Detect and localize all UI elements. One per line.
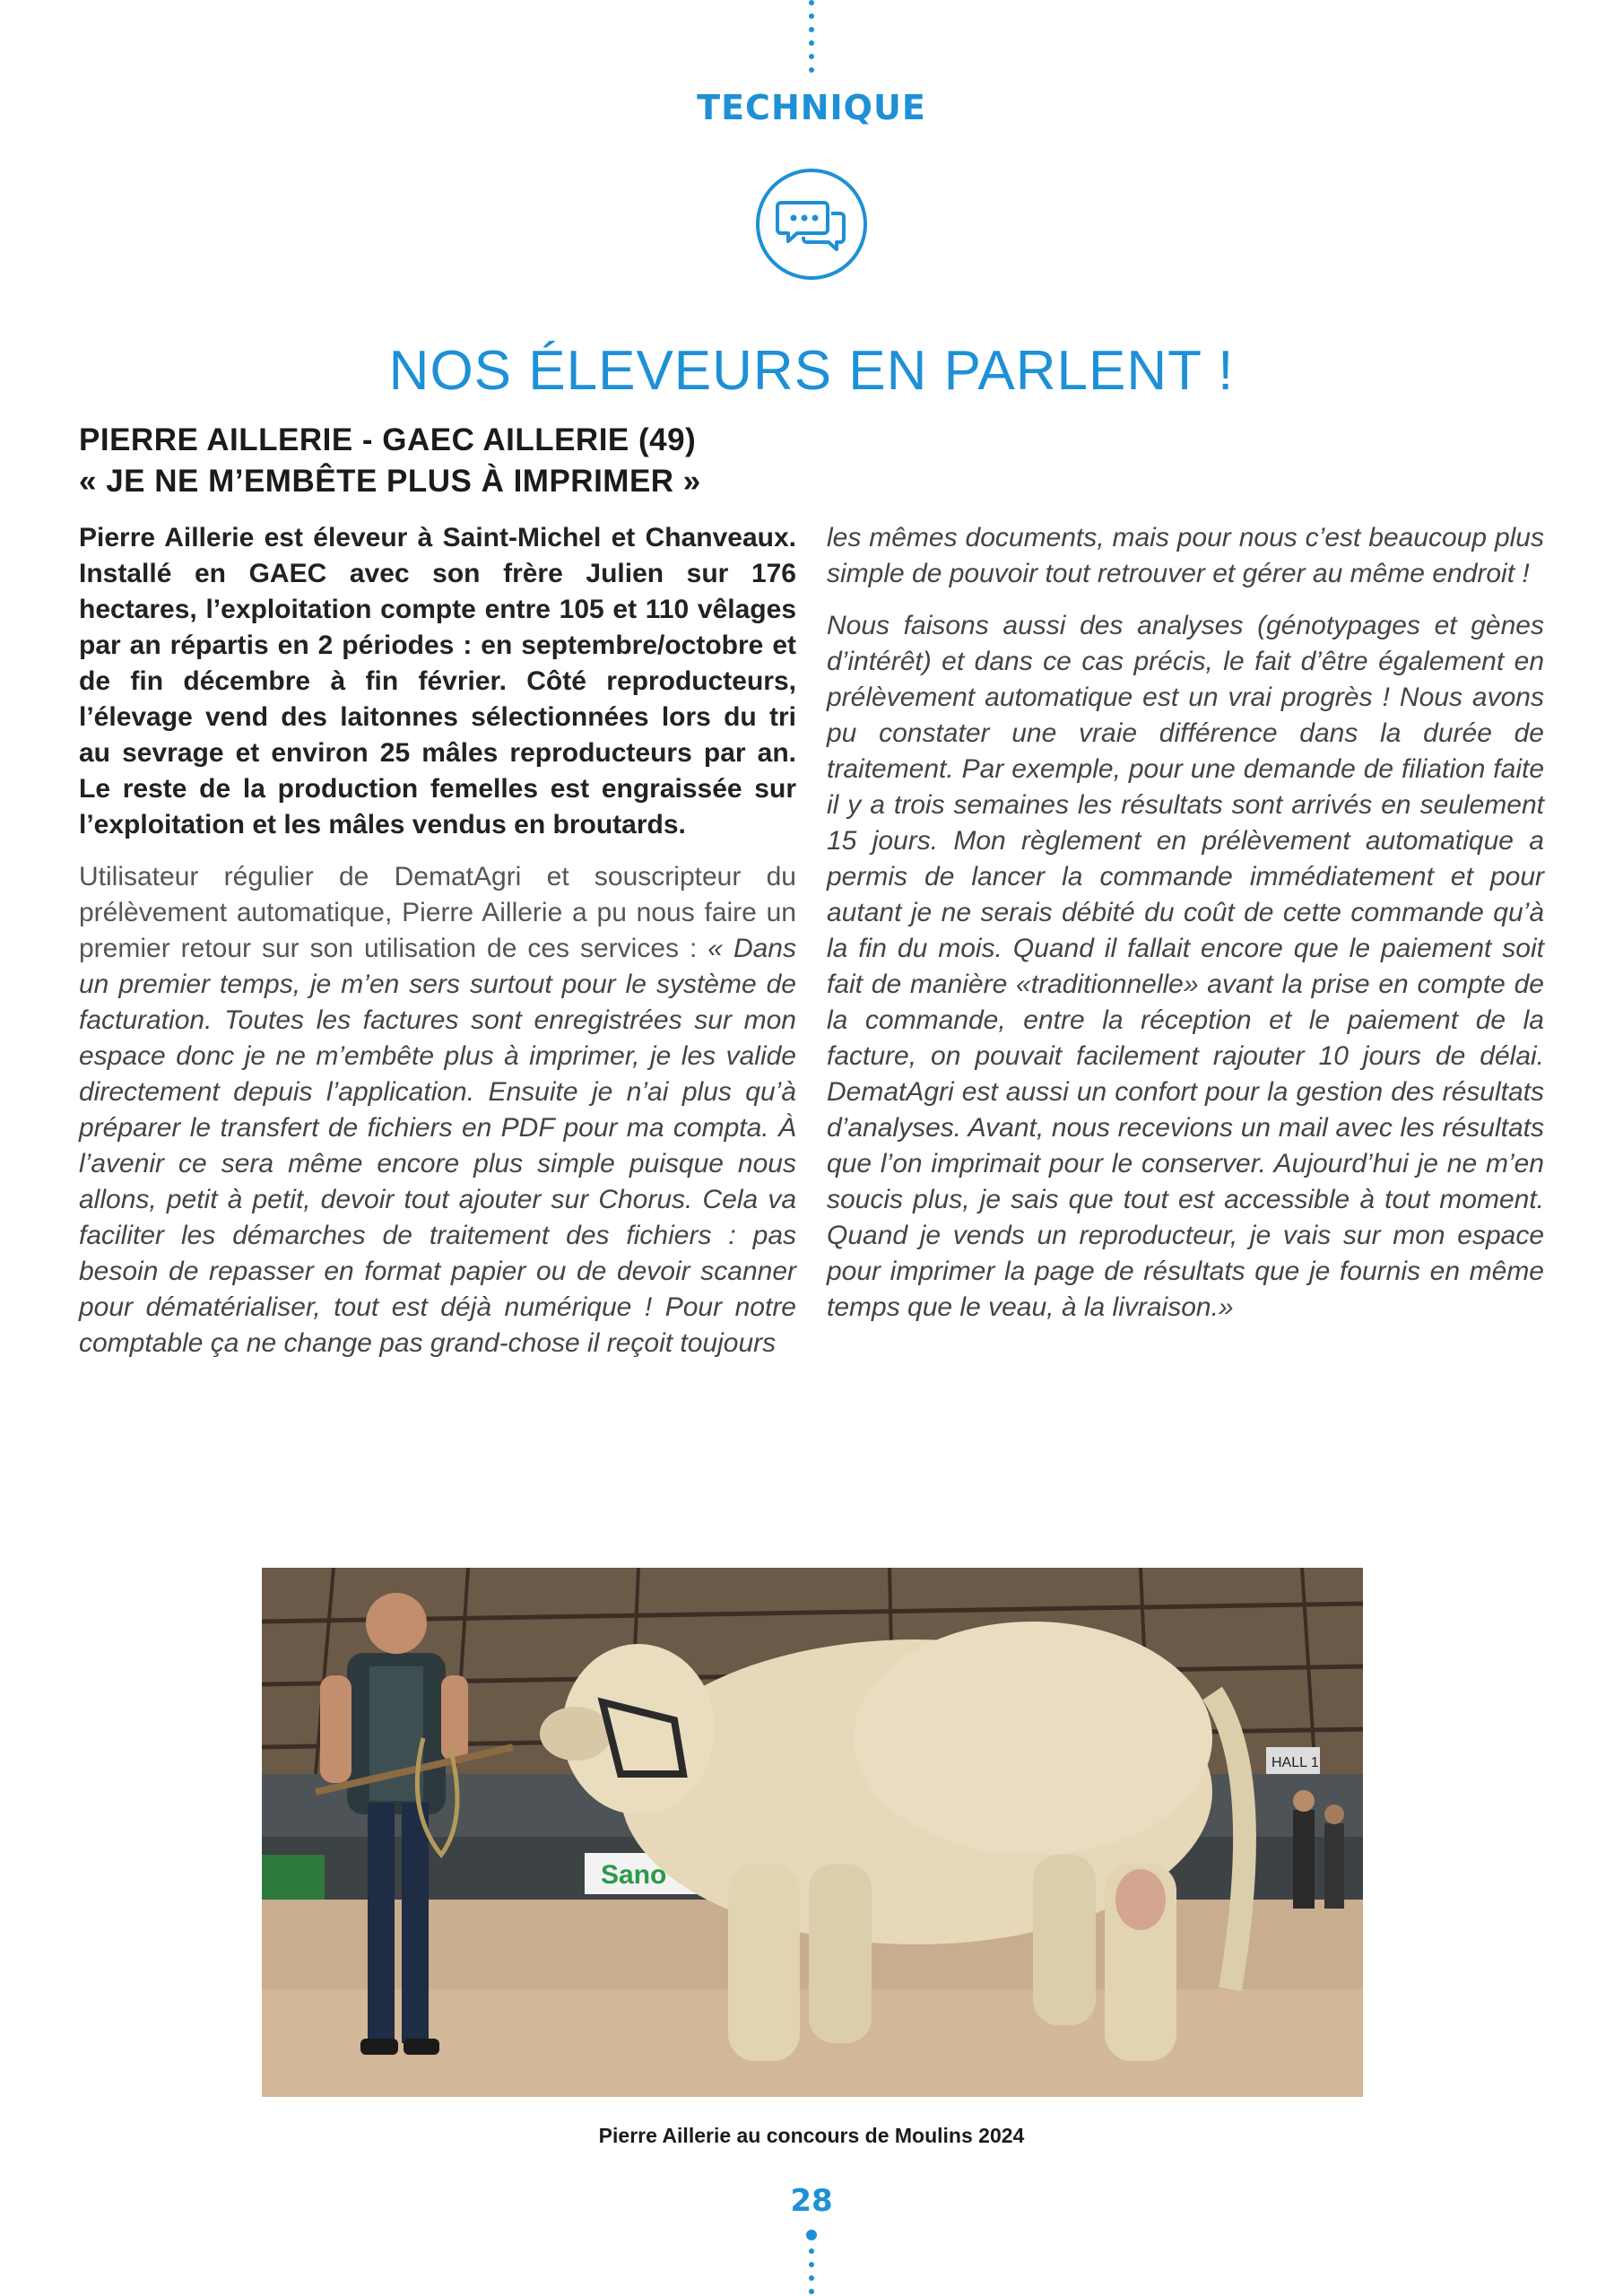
right-column (827, 520, 1544, 1342)
intro-paragraph: Pierre Aillerie est éleveur à Saint-Michel et Chanveaux. Installé en GAEC avec son frère Julien sur 176 hectares, l’exploitation compte entre 105 et 110 vêlages par an répartis en 2 périodes : en septembre/octobre et de fin décembre à fin février. Côté reproducteurs, l’élevage vend des laitonnes sélectionnées lors du tri au sevrage et environ 25 mâles reproducteurs par an. Le reste de la production femelles est engraissée sur l’exploitation et les mâles vendus en broutards. (79, 523, 796, 839)
quote-paragraph-2: Nous faisons aussi des analyses (génotypages et gènes d’intérêt) et dans ce cas précis, le fait d’être également en prélèvement automatique est un vrai progrès ! Nous avons pu constater une vraie différence dans la durée de traitement. Par exemple, pour une demande de filiation faite il y a trois semaines les résultats sont arrivés en seulement 15 jours. Mon règlement en prélèvement automatique a permis de lancer la commande immédiatement et pour autant je ne serais débité du coût de cette commande qu’à la fin du mois. Quand il fallait encore que le paiement soit fait de manière «traditionnelle» avant la prise en compte de la commande, entre la réception et le paiement de la facture, on pouvait facilement rajouter 10 jours de délai. DematAgri est aussi un confort pour la gestion des résultats d’analyses. Avant, nous recevions un mail avec les résultats que l’on imprimait pour le conserver. Aujourd’hui je ne m’en soucis plus, je sais que tout est accessible à tout moment. Quand je vends un reproducteur, je vais sur mon espace pour imprimer la page de résultats que je fournis en même temps que le veau, à la livraison.» (827, 611, 1544, 1322)
photo-caption: Pierre Aillerie au concours de Moulins 2024 (598, 2124, 1025, 2147)
top-dotted-line (809, 0, 814, 74)
article-photo (262, 1568, 1363, 2097)
page-number: 28 (790, 2183, 833, 2219)
body-paragraph (79, 859, 796, 1361)
page-title: NOS ÉLEVEURS EN PARLENT ! (388, 340, 1235, 402)
hall-sign: HALL 1 (1271, 1755, 1319, 1770)
banner-text: Sano (601, 1860, 667, 1890)
body-plain-text: Utilisateur régulier de DematAgri et souscripteur du prélèvement automatique, Pierre Aillerie a pu nous faire un premier retour sur son utilisation de ces services : (79, 862, 796, 963)
bottom-dotted-line (809, 2230, 814, 2296)
quote-paragraph-1: les mêmes documents, mais pour nous c’est beaucoup plus simple de pouvoir tout retrouver et gérer au même endroit ! (827, 523, 1544, 588)
section-label: TECHNIQUE (697, 88, 926, 127)
left-column (79, 520, 796, 1378)
subtitle-line-2: « JE NE M’EMBÊTE PLUS À IMPRIMER » (79, 464, 701, 499)
subtitle-line-1: PIERRE AILLERIE - GAEC AILLERIE (49) (79, 422, 697, 457)
article-subtitle (79, 420, 814, 502)
quote-text: « Dans un premier temps, je m’en sers surtout pour le système de facturation. Toutes les factures sont enregistrées sur mon espace donc je ne m’embête plus à imprimer, je les valide directement depuis l’application. Ensuite je n’ai plus qu’à préparer le transfert de fichiers en PDF pour ma compta. À l’avenir ce sera même encore plus simple puisque nous allons, petit à petit, devoir tout ajouter sur Chorus. Cela va faciliter les démarches de traitement des fichiers : pas besoin de repasser en format papier ou de devoir scanner pour dématérialiser, tout est déjà numérique ! Pour notre comptable ça ne change pas grand-chose il reçoit toujours (79, 934, 796, 1358)
chat-bubbles-icon (754, 167, 869, 282)
